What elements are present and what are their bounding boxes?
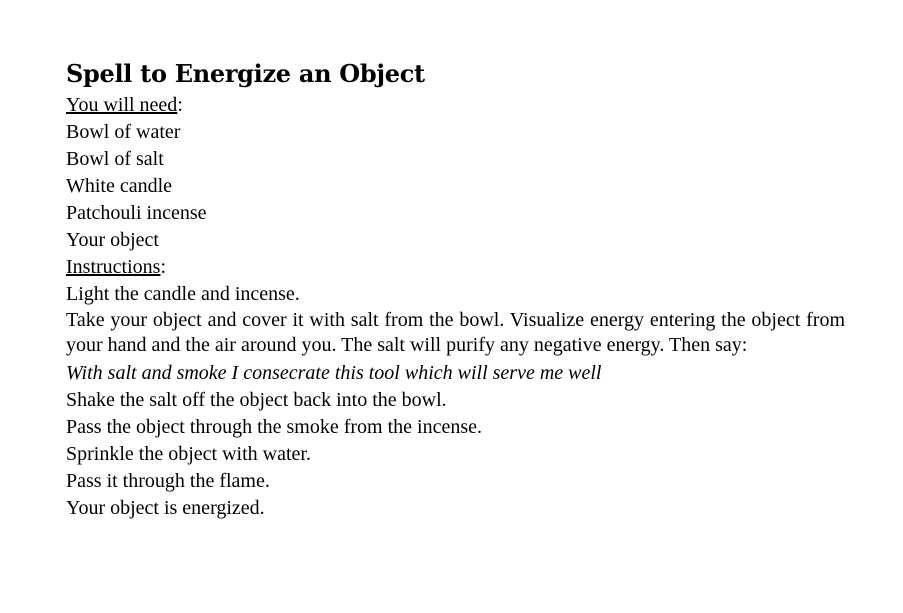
instruction-step: Your object is energized. bbox=[66, 497, 265, 519]
instruction-step: Light the candle and incense. bbox=[66, 283, 300, 305]
document-page bbox=[66, 56, 845, 522]
instruction-step-paragraph: Take your object and cover it with salt from the bowl. Visualize energy entering the object from your hand and the air around you. The salt will purify any negative energy. Then say: bbox=[66, 309, 845, 356]
instruction-step: Sprinkle the object with water. bbox=[66, 443, 311, 465]
instruction-step: Pass it through the flame. bbox=[66, 470, 270, 492]
instructions-heading: Instructions bbox=[66, 256, 161, 278]
needs-item: White candle bbox=[66, 175, 173, 197]
needs-item: Patchouli incense bbox=[66, 202, 207, 224]
instructions-heading-line bbox=[66, 254, 845, 281]
needs-heading-colon: : bbox=[177, 94, 183, 116]
needs-item: Bowl of water bbox=[66, 121, 181, 143]
instruction-step: Pass the object through the smoke from the incense. bbox=[66, 416, 483, 438]
document-title: Spell to Energize an Object bbox=[66, 59, 425, 88]
needs-item: Your object bbox=[66, 229, 159, 251]
needs-heading: You will need bbox=[66, 94, 178, 116]
needs-heading-line bbox=[66, 92, 845, 119]
needs-item: Bowl of salt bbox=[66, 148, 164, 170]
chant-text: With salt and smoke I consecrate this tool which will serve me well bbox=[66, 362, 602, 384]
instruction-step: Shake the salt off the object back into the bowl. bbox=[66, 389, 447, 411]
instructions-heading-colon: : bbox=[160, 256, 166, 278]
